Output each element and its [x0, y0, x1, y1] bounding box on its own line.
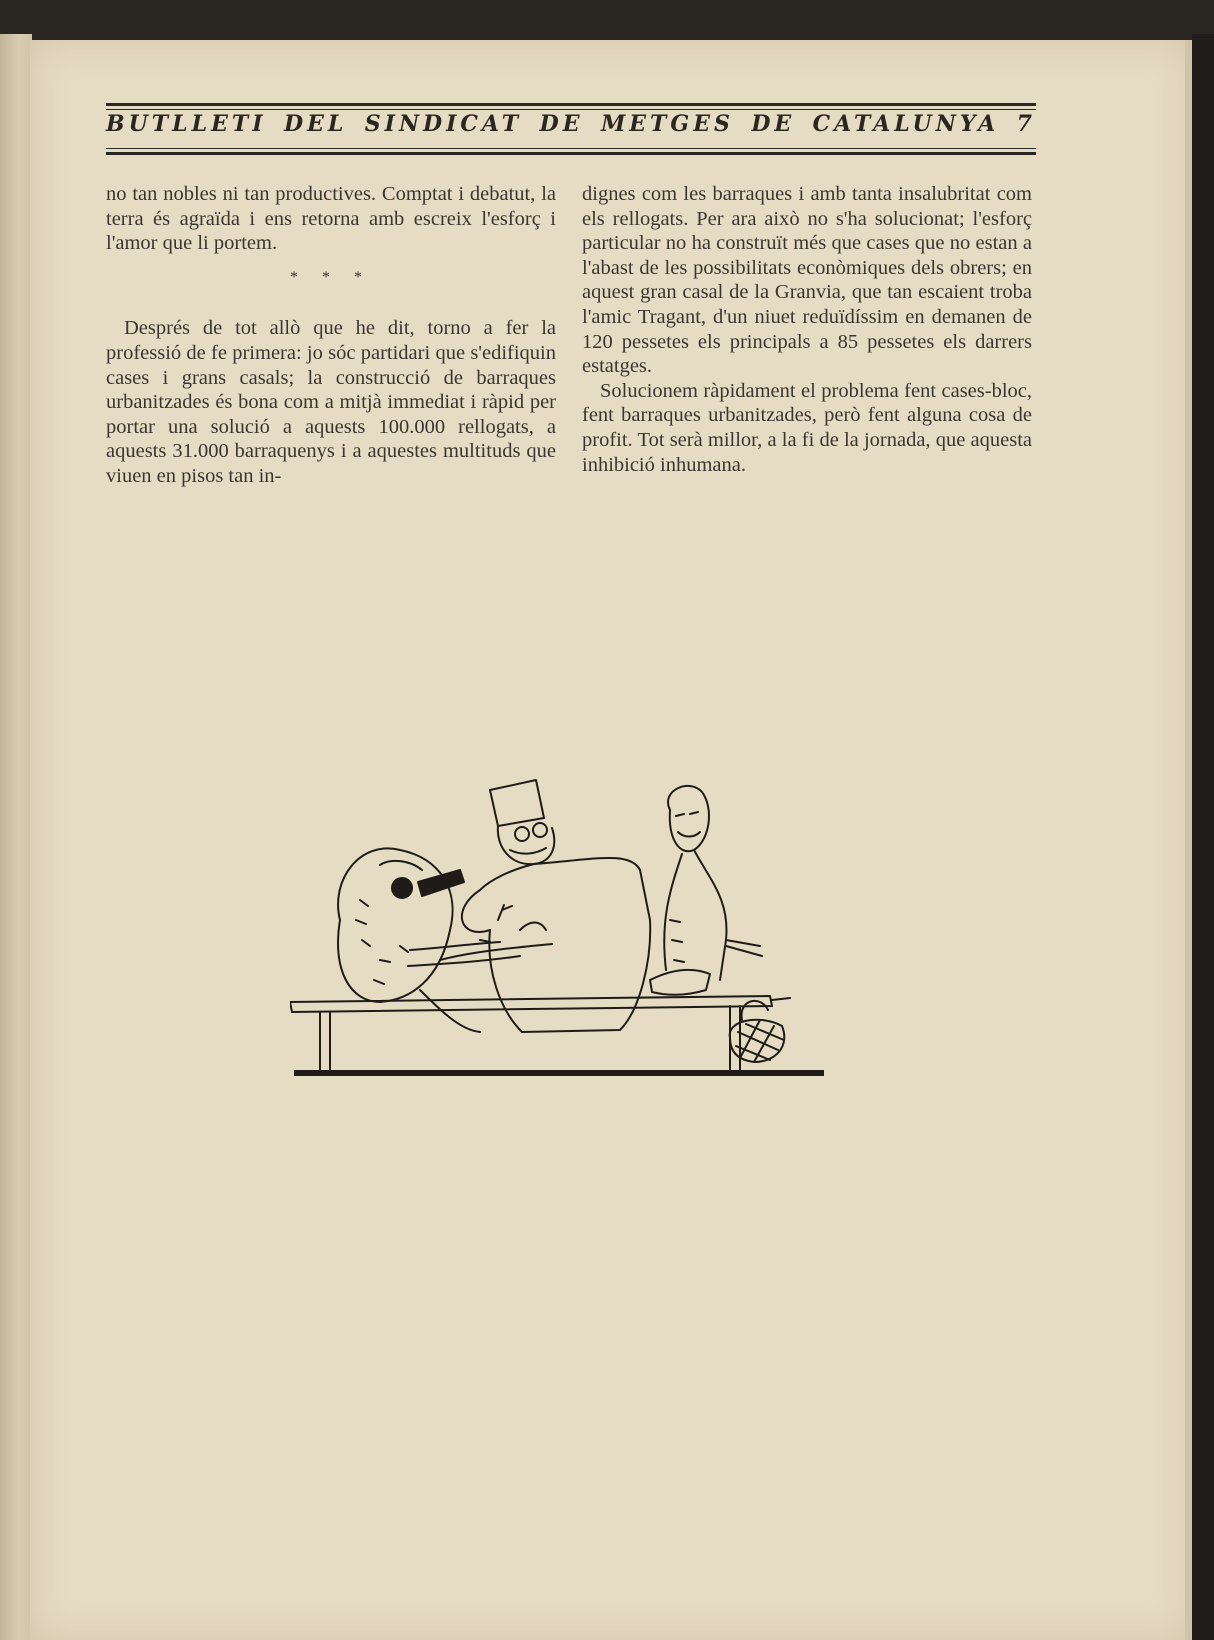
header-word: BUTLLETI	[106, 111, 267, 137]
paragraph: dignes com les barraques i amb tanta insalubritat com els rellogats. Per ara això no s'ha solucionat; l'esforç particular no ha construït més que cases que no estan a l'abast de les possibilitats econòmiques dels obrers; en aquest gran casal de la Granvia, que tan escaient troba l'amic Tragant, d'un niuet reduïdíssim en demanen de 120 pessetes els principals a 85 pessetes els darrers estatges.	[582, 183, 1032, 378]
header-word: METGES	[600, 111, 734, 137]
paragraph: Després de tot allò que he dit, torno a fer la professió de fe primera: jo sóc partidari que s'edifiquin cases i grans casals; la construcció de barraques urbanitzades és bona com a mitjà immediat i ràpid per portar una solució a aquests 100.000 rellogats, a aquests 31.000 barraquenys i a aquestes multituds que viuen en pisos tan in-	[106, 317, 556, 487]
header-word: DE	[539, 111, 584, 137]
paragraph: Solucionem ràpidament el problema fent cases-bloc, fent barraques urbanitzades, però fent alguna cosa de profit. Tot serà millor, a la fi de la jornada, que aquesta inhibició inhumana.	[582, 379, 1032, 476]
header-word: CATALUNYA	[812, 111, 1000, 137]
page-number: 7	[1016, 111, 1036, 137]
paragraph: no tan nobles ni tan productives. Comptat i debatut, la terra és agraïda i ens retorna amb escreix l'esforç i l'amor que li portem.	[106, 183, 556, 255]
running-header	[106, 103, 1036, 161]
text-column-left	[106, 182, 556, 489]
binding-edge	[0, 34, 32, 1640]
header-word: SINDICAT	[364, 111, 523, 137]
scan-border	[1192, 34, 1214, 1640]
cartoon-illustration	[290, 770, 830, 1090]
header-title	[106, 111, 1036, 137]
page-fold	[1185, 40, 1192, 1640]
header-word: DEL	[283, 111, 348, 137]
text-column-right	[582, 182, 1032, 477]
section-separator: * * *	[290, 268, 372, 286]
header-word: DE	[751, 111, 796, 137]
